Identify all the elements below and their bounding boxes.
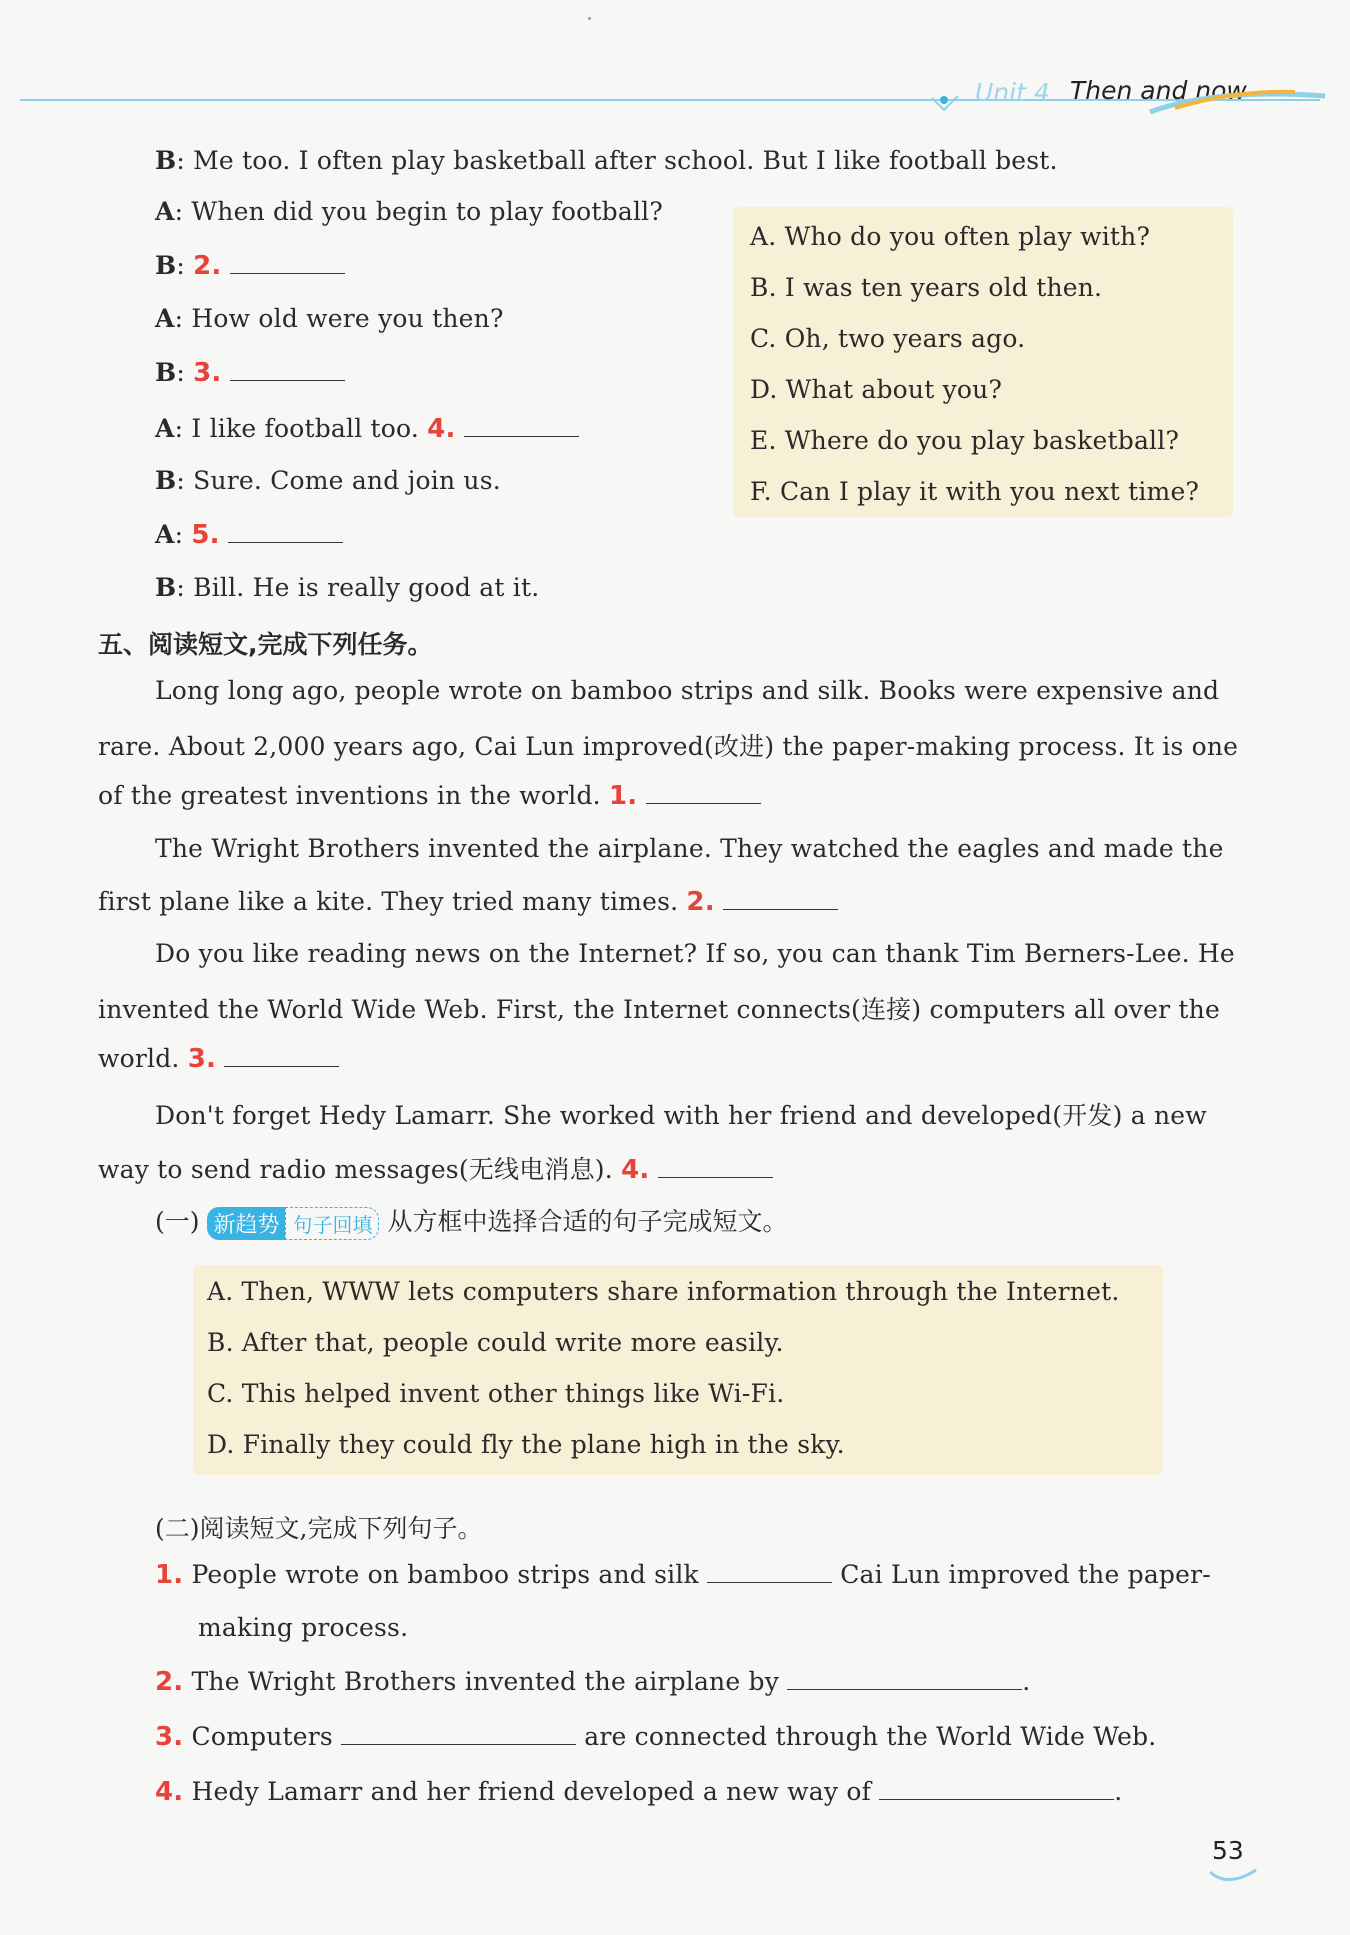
question-number: 2. bbox=[155, 1667, 184, 1697]
question-number: 1. bbox=[608, 781, 638, 811]
answer-blank[interactable] bbox=[658, 1155, 773, 1178]
answer-blank[interactable] bbox=[787, 1667, 1022, 1690]
question-1: 1. People wrote on bamboo strips and silk Cai Lun improved the paper- bbox=[155, 1560, 1211, 1590]
page-number-swoosh-icon bbox=[1208, 1866, 1258, 1888]
answer-blank[interactable] bbox=[224, 1044, 339, 1067]
part-two-heading: (二)阅读短文,完成下列句子。 bbox=[155, 1514, 483, 1543]
dialogue-line-8: A: 5. bbox=[155, 520, 343, 550]
passage-line: Long long ago, people wrote on bamboo strips and silk. Books were expensive and bbox=[155, 676, 1220, 705]
dialogue-line-1: B: Me too. I often play basketball after school. But I like football best. bbox=[155, 146, 1058, 175]
answer-blank[interactable] bbox=[646, 781, 761, 804]
passage-line: The Wright Brothers invented the airplane. They watched the eagles and made the bbox=[155, 834, 1224, 863]
option-f: F. Can I play it with you next time? bbox=[750, 477, 1200, 506]
question-number: 2. bbox=[686, 887, 715, 917]
option-b: B. After that, people could write more easily. bbox=[207, 1328, 784, 1357]
option-c: C. This helped invent other things like Wi-Fi. bbox=[207, 1379, 785, 1408]
dialogue-line-4: A: How old were you then? bbox=[155, 304, 504, 333]
answer-blank[interactable] bbox=[879, 1777, 1114, 1800]
dialogue-line-7: B: Sure. Come and join us. bbox=[155, 466, 501, 495]
question-2: 2. The Wright Brothers invented the airplane by . bbox=[155, 1667, 1031, 1697]
passage-line: way to send radio messages(无线电消息). 4. bbox=[98, 1150, 773, 1186]
scan-dot bbox=[588, 17, 591, 20]
passage-line: rare. About 2,000 years ago, Cai Lun improved(改进) the paper-making process. It is one bbox=[98, 732, 1239, 761]
header-leaf-icon bbox=[930, 92, 960, 114]
passage-line: first plane like a kite. They tried many times. 2. bbox=[98, 887, 838, 917]
option-a: A. Then, WWW lets computers share information through the Internet. bbox=[207, 1277, 1120, 1306]
header-swoosh-icon bbox=[1145, 84, 1325, 119]
answer-blank[interactable] bbox=[228, 520, 343, 543]
question-number: 4. bbox=[427, 414, 456, 444]
option-b: B. I was ten years old then. bbox=[750, 273, 1103, 302]
question-4: 4. Hedy Lamarr and her friend developed a new way of . bbox=[155, 1777, 1123, 1807]
option-d: D. What about you? bbox=[750, 375, 1003, 404]
answer-blank[interactable] bbox=[230, 251, 345, 274]
question-1-continuation: making process. bbox=[198, 1613, 409, 1642]
question-number: 4. bbox=[155, 1777, 184, 1807]
part-one-heading: (一) 新趋势 句子回填 从方框中选择合适的句子完成短文。 bbox=[155, 1207, 788, 1238]
question-number: 3. bbox=[155, 1722, 184, 1752]
dialogue-line-6: A: I like football too. 4. bbox=[155, 414, 579, 444]
question-number: 1. bbox=[155, 1560, 184, 1590]
question-number: 5. bbox=[191, 520, 220, 550]
option-c: C. Oh, two years ago. bbox=[750, 324, 1026, 353]
dialogue-line-2: A: When did you begin to play football? bbox=[155, 197, 663, 226]
section-title: 五、阅读短文,完成下列任务。 bbox=[98, 630, 433, 659]
passage-line: world. 3. bbox=[98, 1044, 339, 1074]
answer-blank[interactable] bbox=[464, 414, 579, 437]
answer-blank[interactable] bbox=[341, 1722, 576, 1745]
question-number: 2. bbox=[193, 251, 222, 281]
dialogue-line-3: B: 2. bbox=[155, 251, 345, 281]
header-title: Then and now bbox=[1070, 76, 1247, 105]
task-type-badge: 句子回填 bbox=[285, 1207, 379, 1240]
page-number: 53 bbox=[1212, 1836, 1244, 1865]
option-e: E. Where do you play basketball? bbox=[750, 426, 1180, 455]
question-3: 3. Computers are connected through the World Wide Web. bbox=[155, 1722, 1157, 1752]
dialogue-line-9: B: Bill. He is really good at it. bbox=[155, 573, 540, 602]
options-box bbox=[733, 207, 1233, 517]
answer-blank[interactable] bbox=[707, 1560, 832, 1583]
passage-line: Don't forget Hedy Lamarr. She worked with her friend and developed(开发) a new bbox=[155, 1101, 1207, 1130]
option-a: A. Who do you often play with? bbox=[750, 222, 1151, 251]
question-number: 4. bbox=[621, 1155, 650, 1185]
dialogue-line-5: B: 3. bbox=[155, 358, 345, 388]
question-number: 3. bbox=[193, 358, 222, 388]
header-unit: Unit 4 bbox=[975, 78, 1050, 107]
option-d: D. Finally they could fly the plane high in the sky. bbox=[207, 1430, 845, 1459]
trend-badge: 新趋势 bbox=[207, 1207, 285, 1240]
passage-line: Do you like reading news on the Internet? If so, you can thank Tim Berners-Lee. He bbox=[155, 939, 1235, 968]
question-number: 3. bbox=[187, 1044, 217, 1074]
passage-line: invented the World Wide Web. First, the Internet connects(连接) computers all over the bbox=[98, 995, 1220, 1024]
passage-line: of the greatest inventions in the world. 1. bbox=[98, 781, 761, 811]
answer-blank[interactable] bbox=[723, 887, 838, 910]
answer-blank[interactable] bbox=[230, 358, 345, 381]
